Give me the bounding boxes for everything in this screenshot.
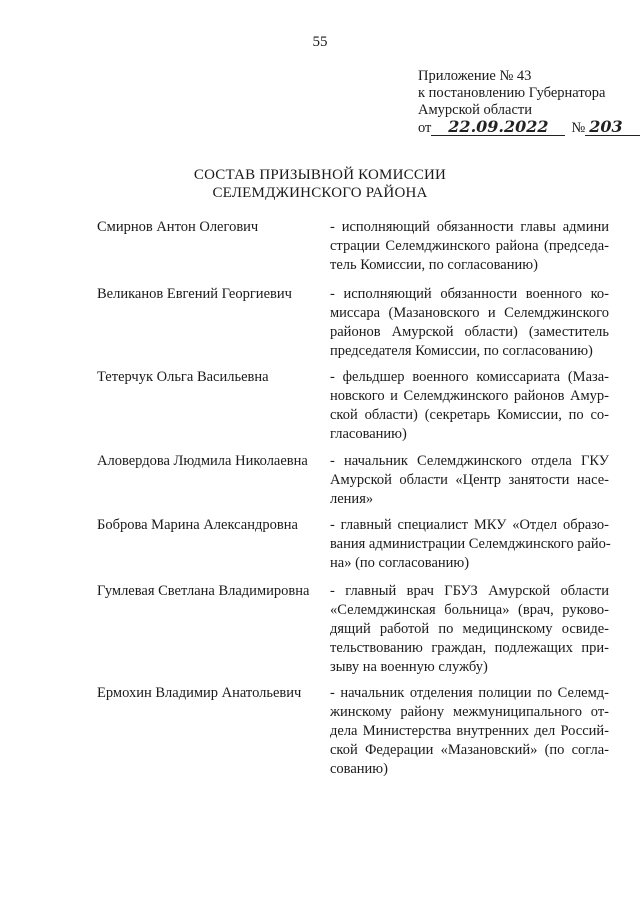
role-line: дящий работой по медицинскому освиде-	[330, 621, 609, 637]
title-line-1: СОСТАВ ПРИЗЫВНОЙ КОМИССИИ	[193, 167, 447, 183]
member-name: Тетерчук Ольга Васильевна	[97, 369, 269, 385]
role-line: тельствованию граждан, подлежащих при-	[330, 640, 609, 656]
member-entry	[97, 582, 609, 677]
member-entry	[97, 452, 609, 509]
role-line: зыву на военную службу)	[330, 659, 488, 675]
role-line: жинскому району межмуниципального от-	[330, 704, 609, 720]
member-role	[330, 582, 609, 677]
appendix-date-number	[418, 119, 640, 137]
member-name: Боброва Марина Александровна	[97, 517, 298, 533]
role-line: - начальник отделения полиции по Селемд-	[330, 685, 609, 701]
role-line: - фельдшер военного комиссариата (Маза-	[330, 369, 609, 385]
role-line: дела Министерства внутренних дел Россий-	[330, 723, 609, 739]
member-name: Гумлевая Светлана Владимировна	[97, 583, 310, 599]
role-line: гласованию)	[330, 426, 407, 442]
role-line: новского и Селемджинского районов Амур-	[330, 388, 609, 404]
member-name: Великанов Евгений Георгиевич	[97, 286, 292, 302]
member-entry	[97, 516, 609, 573]
role-line: ской области) (секретарь Комиссии, по со-	[330, 407, 609, 423]
appendix-line-1: Приложение № 43	[418, 68, 532, 84]
document-title	[0, 166, 640, 202]
date-prefix: от	[418, 120, 432, 136]
role-line: - главный специалист МКУ «Отдел образо-	[330, 517, 609, 533]
member-role	[330, 684, 609, 779]
page-number: 55	[312, 34, 328, 50]
handwritten-date: 22.09.2022	[431, 119, 565, 136]
role-line: - исполняющий обязанности военного ко-	[330, 286, 609, 302]
role-line: на» (по согласованию)	[330, 555, 470, 571]
member-name: Ермохин Владимир Анатольевич	[97, 685, 302, 701]
role-line: тель Комиссии, по согласованию)	[330, 257, 538, 273]
number-prefix: №	[571, 120, 586, 136]
appendix-line-3: Амурской области	[418, 102, 532, 118]
appendix-block	[418, 68, 640, 137]
member-role	[330, 516, 609, 573]
role-line: ской Федерации «Мазановский» (по согла-	[330, 742, 609, 758]
member-role	[330, 452, 609, 509]
role-line: районов Амурской области) (заместитель	[330, 324, 609, 340]
handwritten-number: 203	[585, 119, 640, 136]
member-entry	[97, 368, 609, 444]
role-line: миссара (Мазановского и Селемджинского	[330, 305, 609, 321]
role-line: страции Селемджинского района (председа-	[330, 238, 609, 254]
role-line: - исполняющий обязанности главы админи	[330, 219, 609, 235]
role-line: - начальник Селемджинского отдела ГКУ	[330, 453, 609, 469]
appendix-line-2: к постановлению Губернатора	[418, 85, 606, 101]
member-role	[330, 285, 609, 361]
member-role	[330, 218, 609, 275]
role-line: вания администрации Селемджинского райо-	[330, 536, 611, 552]
member-name: Смирнов Антон Олегович	[97, 219, 259, 235]
member-name: Аловердова Людмила Николаевна	[97, 453, 308, 469]
role-line: «Селемджинская больница» (врач, руково-	[330, 602, 609, 618]
member-entry	[97, 285, 609, 361]
role-line: Амурской области «Центр занятости насе-	[330, 472, 609, 488]
member-entry	[97, 684, 609, 779]
role-line: сованию)	[330, 761, 388, 777]
role-line: ления»	[330, 491, 374, 507]
member-role	[330, 368, 609, 444]
role-line: председателя Комиссии, по согласованию)	[330, 343, 593, 359]
title-line-2: СЕЛЕМДЖИНСКОГО РАЙОНА	[212, 185, 428, 201]
role-line: - главный врач ГБУЗ Амурской области	[330, 583, 609, 599]
member-entry	[97, 218, 609, 275]
